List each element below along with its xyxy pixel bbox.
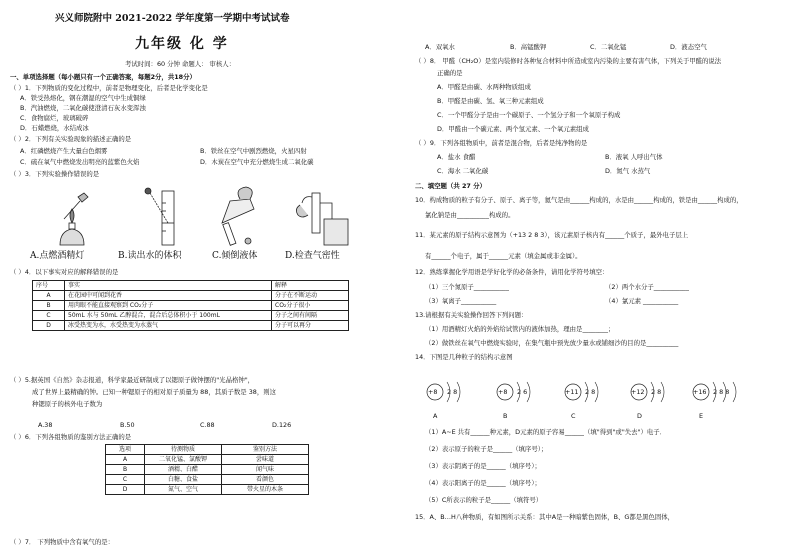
- q7-stem: （ ）7． 下列物质中含有氧气的是：: [10, 538, 114, 546]
- q3-option-a: A.点燃酒精灯: [30, 251, 85, 261]
- q4-header: 序号: [33, 281, 65, 291]
- particle-d-nucleus: +12: [631, 388, 645, 396]
- q8-line-1: （ ）8． 甲醛（CH₂O）是室内装修时各种复合材料中所造成室内污染的主要有害气体，下列关于甲醛的说法: [415, 57, 722, 65]
- table-cell: 分子在不断运动: [272, 291, 349, 301]
- q5-line-1: （ ）5.据英国《自然》杂志报道，科学家最近研制成了以锶原子做钟摆的"光晶格钟"，: [10, 376, 255, 384]
- table-cell: A: [33, 291, 65, 301]
- q7-option-b: B．高锰酸钾: [510, 43, 547, 51]
- q12-item-4: （4）氯元素 ___________: [605, 297, 679, 305]
- q9-stem: （ ）9．下列各组物质中，前者是混合物，后者是纯净物的是: [415, 139, 588, 147]
- q14-part-2: （2）表示原子的粒子是______（填序号）；: [425, 445, 548, 453]
- q5-option-b: B.50: [120, 421, 135, 429]
- q3-option-b: B.读出水的体积: [118, 251, 182, 261]
- table-cell: 闻气味: [222, 465, 309, 475]
- q3-option-d: D.检查气密性: [285, 251, 340, 261]
- exam-title: 兴义师院附中 2021-2022 学年度第一学期中考试试卷: [55, 13, 290, 24]
- table-cell: A: [106, 455, 145, 465]
- alcohol-lamp-illustration: [60, 193, 88, 245]
- table-row: [106, 485, 309, 495]
- table-row: [33, 291, 349, 301]
- q9-option-d: D．氮气 水蒸气: [605, 167, 651, 175]
- q1-stem: （ ）1．下列物质的变化过程中，前者是物理变化，后者是化学变化是: [10, 84, 208, 92]
- airtightness-check-illustration: [296, 193, 348, 245]
- table-cell: 分子之间有间隔: [272, 311, 349, 321]
- q3-option-c: C.倾倒液体: [212, 251, 258, 261]
- q8-line-2: 正确的是: [437, 69, 463, 77]
- table-cell: C: [33, 311, 65, 321]
- q8-option-c: C．一个甲醛分子是由一个碳原子、一个氢分子和一个氧原子构成: [437, 111, 621, 119]
- q12-item-1: （1）三个氮原子___________: [425, 283, 509, 291]
- table-cell: 50mL 水与 50mL 乙醇混合，混合后总体积小于 100mL: [65, 311, 272, 321]
- q13-line-1: 13.请根据有关实验操作回答下列问题：: [415, 311, 528, 319]
- particle-c-label: C: [571, 412, 576, 420]
- pouring-liquid-illustration: [222, 187, 254, 245]
- q11-line-2: 有______个电子，属于______元素（填金属或非金属）。: [425, 252, 582, 260]
- q4-header: 事实: [65, 281, 272, 291]
- q6-header: 鉴别方法: [222, 445, 309, 455]
- q5-option-a: A.38: [38, 421, 53, 429]
- table-cell: 氮气、空气: [145, 485, 222, 495]
- particle-e-electrons: 2 8 8: [713, 388, 730, 396]
- q14-stem: 14．下图是几种粒子的结构示意图: [415, 353, 513, 361]
- q3-stem: （ ）3．下列实验操作错误的是: [10, 170, 100, 178]
- q10-line-1: 10．构成物质的粒子有分子、原子、离子等，氦气是由______构成的，水是由______构成的，铁是由______构成的，: [415, 196, 743, 204]
- particle-a-nucleus: +8: [428, 388, 438, 396]
- table-cell: B: [33, 301, 65, 311]
- particle-b-nucleus: +8: [498, 388, 508, 396]
- table-cell: D: [106, 485, 145, 495]
- particle-b-electrons: 2 6: [517, 388, 528, 396]
- q2-option-d: D．木炭在空气中充分燃烧生成二氧化碳: [200, 158, 314, 166]
- q8-option-a: A．甲醛是由碳、水两种物质组成: [437, 83, 531, 91]
- particle-e-nucleus: +16: [693, 388, 707, 396]
- q13-line-2: （1）用酒精灯火焰的外焰给试管内的液体加热，理由是________；: [425, 325, 615, 333]
- table-row: [33, 311, 349, 321]
- particle-d-label: D: [637, 412, 642, 420]
- particle-e: [691, 378, 751, 420]
- q5-line-3: 种锶原子的核外电子数为: [32, 400, 103, 408]
- q11-line-1: 11．某元素的原子结构示意图为（+13 2 8 3），该元素原子核内有______个质子，最外电子层上: [415, 231, 689, 239]
- q2-option-a: A．红磷燃烧产生大量白色烟雾: [20, 147, 108, 155]
- q4-table: [32, 280, 349, 331]
- q9-option-b: B．液氧 人呼出气体: [605, 153, 663, 161]
- table-cell: 冰受热变为水，水受热变为水蒸气: [65, 321, 272, 331]
- q6-header: 选项: [106, 445, 145, 455]
- table-cell: 用肉眼不能直接观察到 CO₂分子: [65, 301, 272, 311]
- q5-option-d: D.126: [272, 421, 292, 429]
- particle-c-electrons: 2 8: [585, 388, 596, 396]
- table-cell: 分子可以再分: [272, 321, 349, 331]
- table-cell: D: [33, 321, 65, 331]
- table-cell: 尝味道: [222, 455, 309, 465]
- table-cell: CO₂分子很小: [272, 301, 349, 311]
- q15-stem: 15．A、B…H八种物质，有如图所示关系：其中A是一种暗紫色固体，B、G都是黑色固体，: [415, 513, 675, 521]
- q1-option-b: B．汽油燃烧，二氧化碳使澄清石灰水变浑浊: [20, 104, 146, 112]
- particle-a-label: A: [433, 412, 438, 420]
- q1-option-a: A．铁受热熔化，钢在潮湿的空气中生成铜绿: [20, 94, 146, 102]
- particle-c-nucleus: +11: [565, 388, 579, 396]
- table-row: [106, 455, 309, 465]
- table-cell: 带火星的木条: [222, 485, 309, 495]
- q4-header-row: [33, 281, 349, 291]
- lab-illustrations: [50, 183, 370, 249]
- q13-line-3: （2）做铁丝在氧气中燃烧实验时，在集气瓶中预先放少量水或铺细沙的目的是__________: [425, 339, 679, 347]
- particle-e-label: E: [699, 412, 704, 420]
- table-cell: 二氧化锰、氯酸钾: [145, 455, 222, 465]
- particle-c: [563, 378, 613, 420]
- q14-part-4: （4）表示阳离子的是______（填序号）；: [425, 479, 541, 487]
- particle-d-electrons: 2 8: [651, 388, 662, 396]
- table-cell: 白糖、食盐: [145, 475, 222, 485]
- particle-a: [425, 378, 475, 420]
- q14-part-1: （1）A~E 共有______种元素，D元素的原子容易______（填"得到"或"失去"）电子．: [425, 428, 667, 436]
- q4-stem: （ ）4．以下事实对应的解释错误的是: [10, 268, 119, 276]
- q6-header-row: [106, 445, 309, 455]
- q1-option-c: C．食物腐烂，玻璃破碎: [20, 114, 89, 122]
- particle-a-electrons: 2 8: [447, 388, 458, 396]
- q7-option-c: C．二氧化锰: [590, 43, 627, 51]
- particle-b: [495, 378, 545, 420]
- table-cell: 酒精、白醋: [145, 465, 222, 475]
- q2-option-b: B．铁丝在空气中剧烈燃烧，火星四射: [200, 147, 307, 155]
- table-row: [106, 475, 309, 485]
- q12-item-2: （2）两个水分子___________: [605, 283, 689, 291]
- exam-info: 考试时间：60 分钟 命题人： 审核人：: [125, 60, 236, 68]
- section1-heading: 一、单项选择题（每小题只有一个正确答案，每题2分，共18分）: [10, 73, 196, 81]
- particle-d: [629, 378, 679, 420]
- graduated-cylinder-illustration: [145, 188, 174, 245]
- table-cell: 看颜色: [222, 475, 309, 485]
- q12-item-3: （3）氧离子___________: [425, 297, 497, 305]
- table-cell: C: [106, 475, 145, 485]
- q7-option-a: A．双氧水: [425, 43, 455, 51]
- q5-line-2: 成了世界上最精确的钟。已知一种锶原子的相对原子质量为 88，其质子数是 38，则这: [32, 388, 276, 396]
- section2-heading: 二、填空题（共 27 分）: [415, 182, 486, 190]
- q8-option-b: B．甲醛是由碳、氢、氧三种元素组成: [437, 97, 544, 105]
- table-row: [33, 321, 349, 331]
- q6-header: 待测物质: [145, 445, 222, 455]
- q9-option-c: C．海水 二氧化碳: [437, 167, 489, 175]
- table-row: [106, 465, 309, 475]
- q12-stem: 12．熟练掌握化学用语是学好化学的必备条件，请用化学符号填空：: [415, 268, 609, 276]
- q14-part-5: （5）C所表示的粒子是______（填符号）: [425, 496, 543, 504]
- q1-option-d: D．石蜡燃烧，水结成冰: [20, 124, 89, 132]
- q10-line-2: 氯化钠是由__________构成的。: [425, 211, 515, 219]
- q14-part-3: （3）表示阴离子的是______（填序号）；: [425, 462, 541, 470]
- q6-table: [105, 444, 309, 495]
- q7-option-d: D．液态空气: [670, 43, 707, 51]
- particle-b-label: B: [503, 412, 508, 420]
- q2-stem: （ ）2．下列有关实验现象的描述正确的是: [10, 135, 132, 143]
- table-row: [33, 301, 349, 311]
- grade-subject: 九年级 化 学: [135, 36, 229, 52]
- q9-option-a: A．盐水 食醋: [437, 153, 476, 161]
- q6-stem: （ ）6．下列各组物质的鉴别方法正确的是: [10, 433, 132, 441]
- q8-option-d: D．甲醛由一个碳元素、两个氢元素、一个氧元素组成: [437, 125, 589, 133]
- q5-option-c: C.88: [200, 421, 215, 429]
- q2-option-c: C．硫在氧气中燃烧发出明亮的蓝紫色火焰: [20, 158, 140, 166]
- table-cell: 在花园中可闻到花香: [65, 291, 272, 301]
- table-cell: B: [106, 465, 145, 475]
- q4-header: 解释: [272, 281, 349, 291]
